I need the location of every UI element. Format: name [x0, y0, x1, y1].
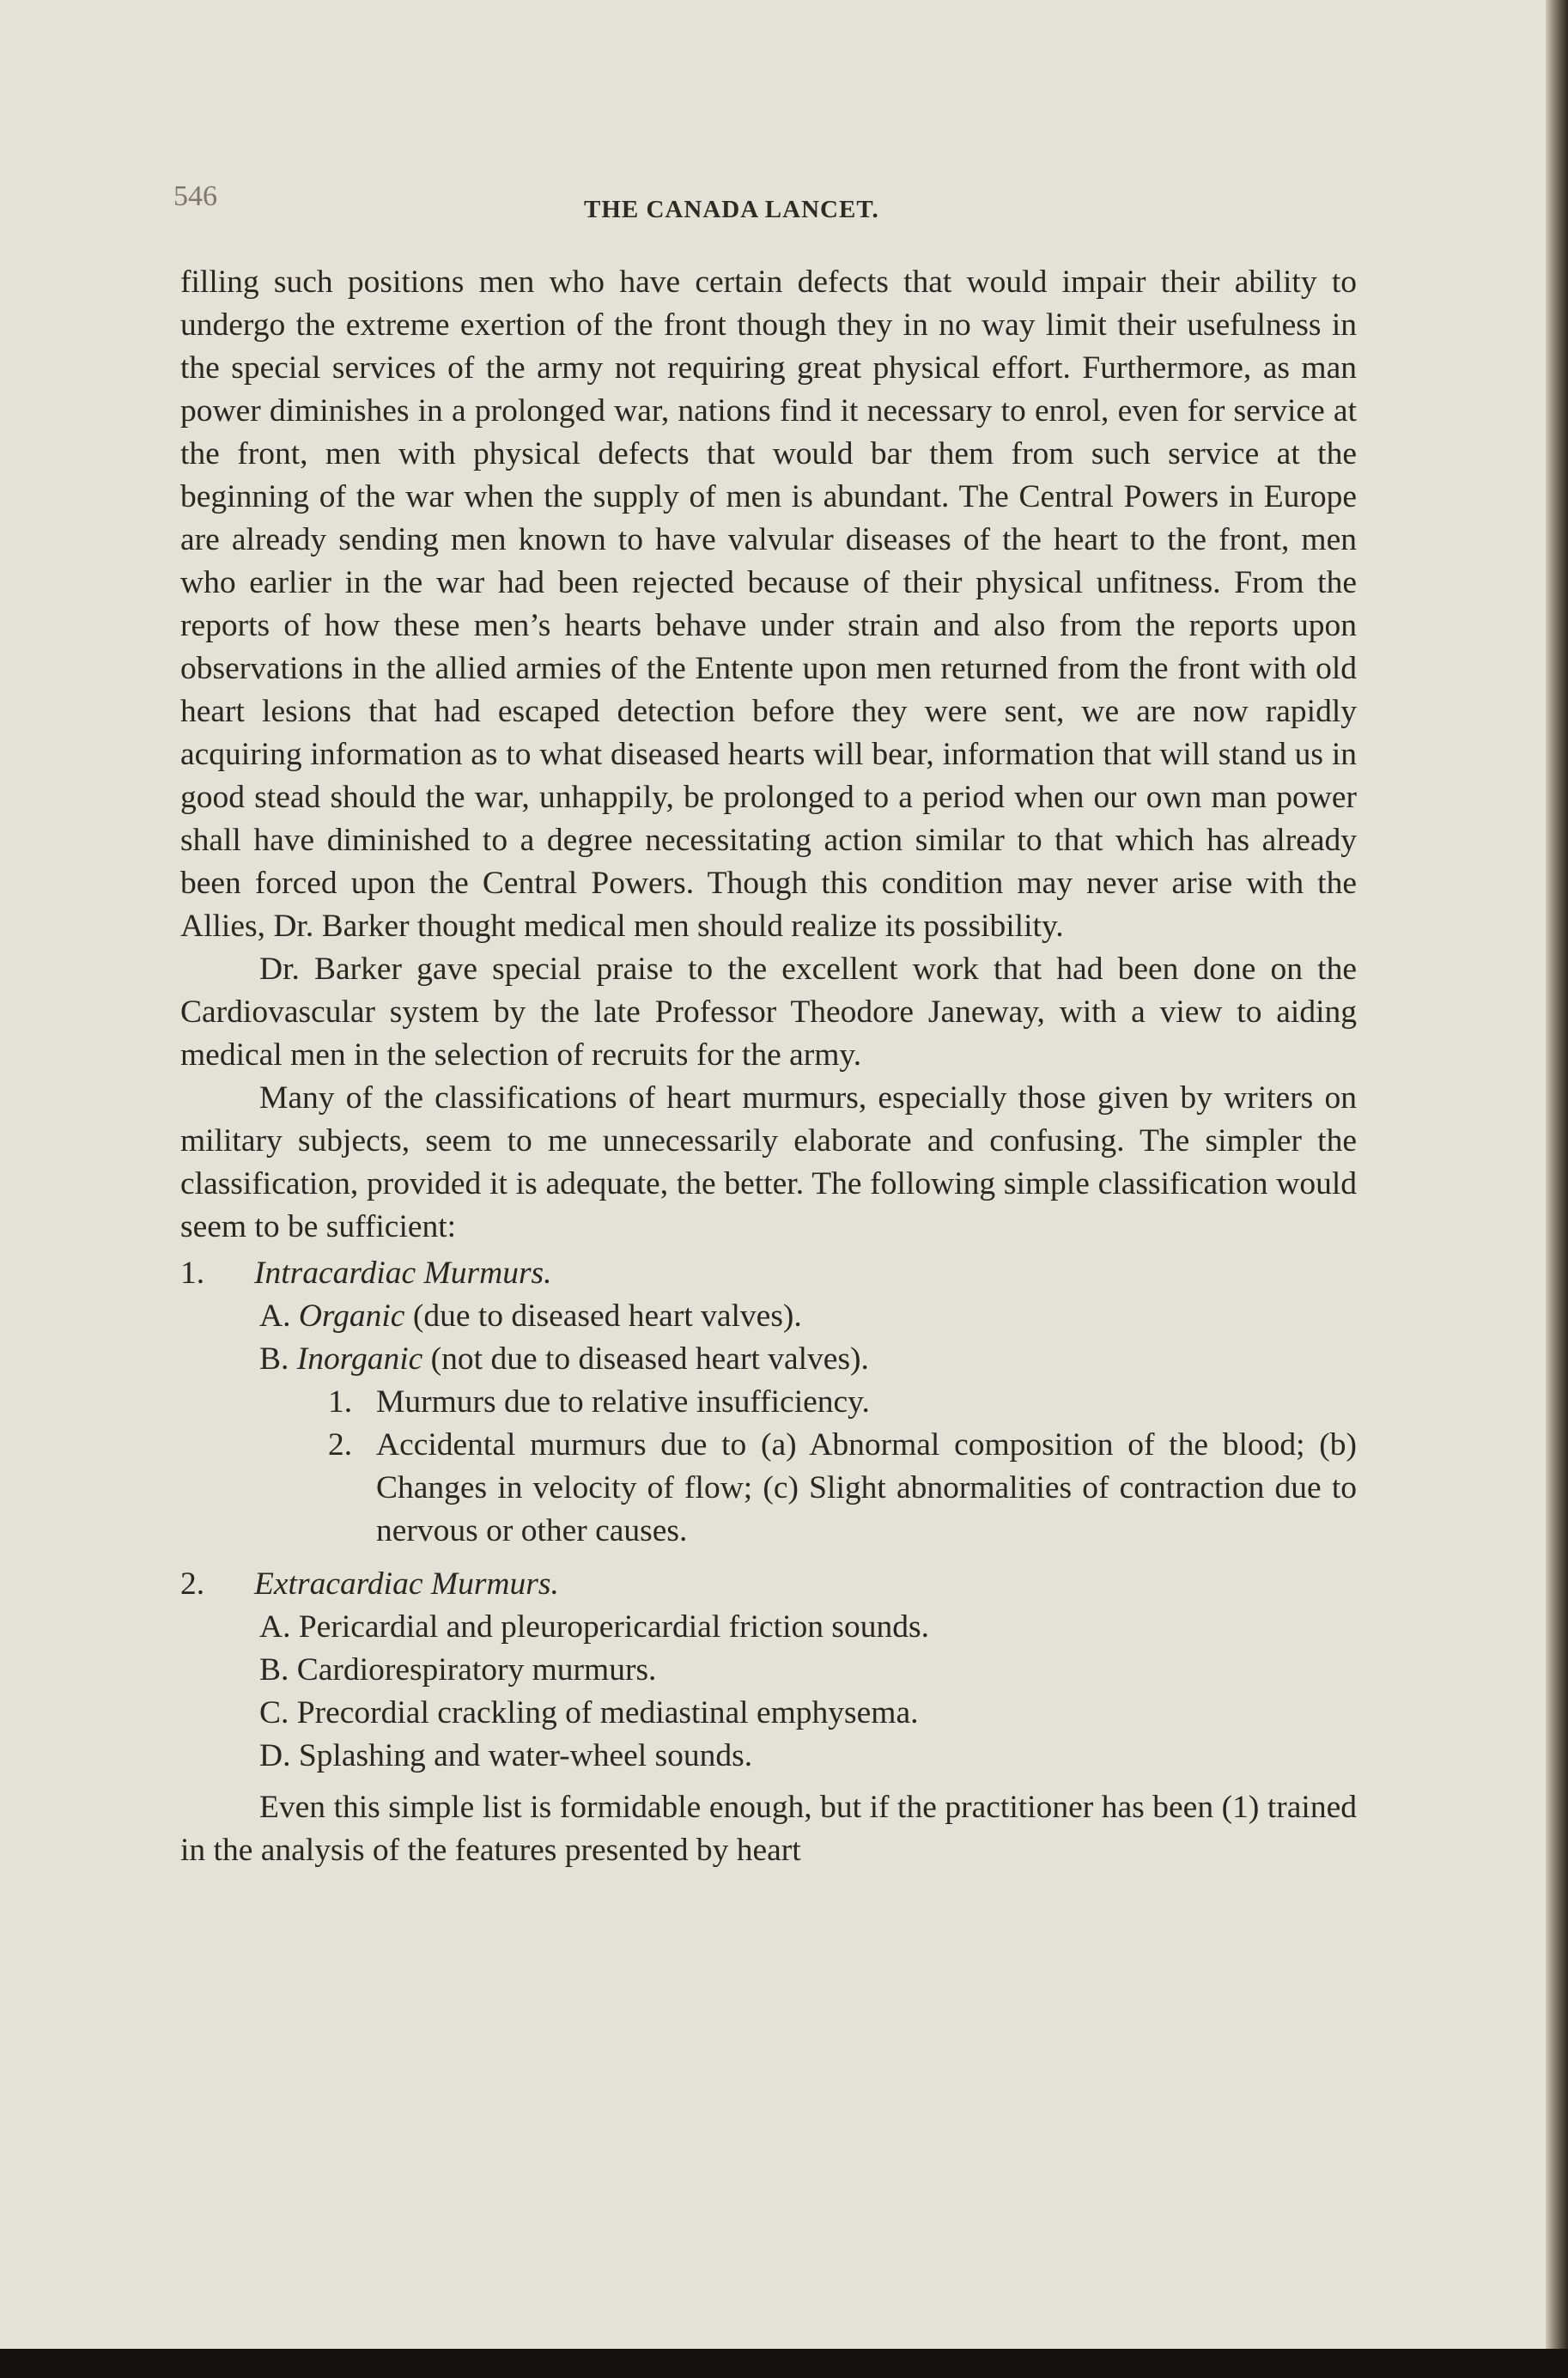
- group-2-item-d: D. Splashing and water-wheel sounds.: [259, 1738, 753, 1773]
- paragraph-1: filling such positions men who have certain defects that would impair their ability to undergo the extreme exertion of the front though they in no way limit their usefulness in the special services of the army not requiring great physical effort. Furthermore, as man power diminishes in a prolonged war, nations find it necessary to enrol, even for service at the front, men with physical defects that would bar them from such service at the beginning of the war when the supply of men is abundant. The Central Powers in Europe are already sending men known to have valvular diseases of the heart to the front, men who earlier in the war had been rejected because of their physical unfitness. From the reports of how these men’s hearts behave under strain and also from the reports upon observations in the allied armies of the Entente upon men returned from the front with old heart lesions that had escaped detection before they were sent, we are now rapidly acquiring information as to what diseased hearts will bear, information that will stand us in good stead should the war, unhappily, be prolonged to a period when our own man power shall have diminished to a degree necessitating action similar to that which has already been forced upon the Central Powers. Though this condition may never arise with the Allies, Dr. Barker thought medical men should realize its possibility.: [180, 265, 1357, 944]
- page-body: [180, 261, 1357, 1872]
- group-1-title: Intracardiac Murmurs.: [254, 1256, 552, 1291]
- bottom-dark-band: [0, 2349, 1568, 2378]
- sub-item-1-text: Murmurs due to relative insufficiency.: [376, 1384, 870, 1420]
- group-2-heading: [180, 1563, 1357, 1606]
- group-2-item-b: B. Cardiorespiratory murmurs.: [259, 1652, 657, 1688]
- group-1-heading: [180, 1252, 1357, 1295]
- group-2-number: 2.: [180, 1566, 205, 1602]
- group-1-number: 1.: [180, 1256, 205, 1291]
- item-b-term: Inorganic: [296, 1341, 423, 1377]
- paragraph-2: Dr. Barker gave special praise to the excellent work that had been done on the Cardiovascular system by the late Professor Theodore Janeway, with a view to aiding medical men in the selection of recruits for the army.: [180, 952, 1357, 1073]
- item-a-text: (due to diseased heart valves).: [412, 1298, 802, 1334]
- sub-item-1-number: 1.: [328, 1384, 353, 1420]
- running-head: THE CANADA LANCET.: [584, 196, 879, 223]
- group-2-item-a: A. Pericardial and pleuropericardial friction sounds.: [259, 1609, 929, 1645]
- group-2-item-c: C. Precordial crackling of mediastinal emphysema.: [259, 1695, 919, 1730]
- page-edge-shadow: [1546, 0, 1568, 2378]
- item-b-text: (not due to diseased heart valves).: [430, 1341, 869, 1377]
- group-1-item-a: [180, 1295, 1357, 1338]
- group-2-title: Extracardiac Murmurs.: [254, 1566, 559, 1602]
- group-1-item-b: [180, 1338, 1357, 1381]
- sub-item-2-number: 2.: [328, 1427, 353, 1463]
- item-a-label: A.: [259, 1298, 291, 1334]
- sub-item-1: [180, 1381, 1357, 1424]
- paragraph-4: Even this simple list is formidable enough, but if the practitioner has been (1) trained in the analysis of the features presented by heart: [180, 1790, 1357, 1868]
- sub-item-2: [180, 1424, 1357, 1553]
- item-a-term: Organic: [298, 1298, 405, 1334]
- sub-item-2-text: Accidental murmurs due to (a) Abnormal composition of the blood; (b) Changes in velocity of flow; (c) Slight abnormalities of contraction due to nervous or other causes.: [376, 1427, 1357, 1548]
- murmur-classification: [180, 1252, 1357, 1778]
- item-b-label: B.: [259, 1341, 289, 1377]
- paragraph-3: Many of the classifications of heart murmurs, especially those given by writers on military subjects, seem to me unnecessarily elaborate and confusing. The simpler the classification, provided it is adequate, the better. The following simple classification would seem to be sufficient:: [180, 1080, 1357, 1244]
- page-number: 546: [173, 180, 217, 212]
